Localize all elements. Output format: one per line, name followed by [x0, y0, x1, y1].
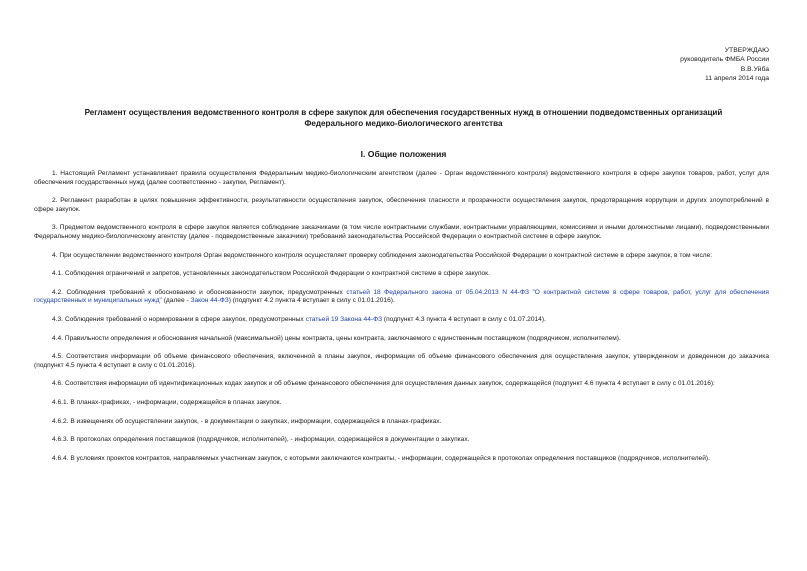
paragraph-4-6-1: 4.6.1. В планах-графиках, - информации, содержащейся в планах закупок. [52, 398, 282, 406]
paragraph-4-3 [34, 316, 769, 325]
paragraph-2: 2. Регламент разработан в целях повышения эффективности, результативности осуществления закупок, обеспечения гласности и прозрачности осуществления закупок, предотвращения коррупции и других злоупотреблений в сфере закупок. [34, 197, 769, 213]
paragraph-4-3-text-1: 4.3. Соблюдения требований о нормировании в сфере закупок, предусмотренных [52, 315, 306, 323]
paragraph-4-2-text-1: 4.2. Соблюдения требований к обоснованию и обоснованности закупок, предусмотренных [52, 288, 347, 296]
paragraph-4-5: 4.5. Соответствия информации об объеме финансового обеспечения, включенной в планы закупок, информации об объеме финансового обеспечения для осуществления закупок, утвержденном и доведенном до заказчика (подпункт 4.5 пункта 4 вступает в силу с 01.01.2016). [34, 353, 769, 369]
paragraph-3: 3. Предметом ведомственного контроля в сфере закупок является соблюдение заказчиками (в том числе контрактными службами, контрактными управляющими, комиссиями и иными должностными лицами), подведомственными Федеральному медико-биологическому агентству (далее - подведомственные заказчики) требований законодательства Российской Федерации о контрактной системе в сфере закупок. [34, 224, 769, 240]
law-44fz-article-18-link[interactable]: статьей 18 Федерального закона от 05.04.2013 N 44-ФЗ "О контрактной системе в сфере товаров, работ, услуг для обеспечения государственных и муниципальных нужд" [34, 288, 769, 305]
law-44fz-article-19-link[interactable]: статьей 19 Закона 44-ФЗ [305, 315, 383, 323]
law-44fz-link[interactable]: Закон 44-ФЗ [190, 297, 229, 305]
approval-name: В.В.Уйба [740, 65, 769, 73]
section-heading: I. Общие положения [360, 149, 447, 159]
document-title-line-2: Федерального медико-биологического агентства [304, 118, 503, 128]
paragraph-4-3-text-2: (подпункт 4.3 пункта 4 вступает в силу с 01.07.2014). [382, 315, 546, 323]
approval-date: 11 апреля 2014 года [705, 75, 769, 83]
paragraph-4-6-2: 4.6.2. В извещениях об осуществлении закупок, - в документации о закупках, информации, содержащейся в планах-графиках. [52, 417, 442, 425]
paragraph-4-2-text-2: (далее - [161, 297, 191, 305]
paragraph-4-2-text-3: ) (подпункт 4.2 пункта 4 вступает в силу с 01.01.2016). [228, 297, 395, 305]
paragraph-4: 4. При осуществлении ведомственного контроля Орган ведомственного контроля осуществляет проверку соблюдения законодательства Российской Федерации о контрактной системе в сфере закупок, в том числе: [52, 251, 713, 259]
paragraph-4-6: 4.6. Соответствия информации об идентификационных кодах закупок и об объеме финансового обеспечения для осуществления данных закупок, содержащейся (подпункт 4.6 пункта 4 вступает в силу с 01.01.2016): [52, 380, 715, 388]
approval-position: руководитель ФМБА России [680, 56, 769, 64]
paragraph-4-4: 4.4. Правильности определения и обоснования начальной (максимальной) цены контракта, цены контракта, заключаемого с единственным поставщиком (подрядчиком, исполнителем). [52, 334, 621, 342]
approval-title: УТВЕРЖДАЮ [724, 47, 769, 54]
document-body [34, 170, 769, 463]
paragraph-4-6-4: 4.6.4. В условиях проектов контрактов, направляемых участникам закупок, с которыми заключаются контракты, - информации, содержащейся в протоколах определения поставщиков (подрядчиков, исполнителей). [52, 454, 710, 462]
paragraph-4-1: 4.1. Соблюдения ограничений и запретов, установленных законодательством Российской Федерации о контрактной системе в сфере закупок. [52, 270, 490, 278]
approval-block [680, 46, 769, 84]
paragraph-1: 1. Настоящий Регламент устанавливает правила осуществления Федеральным медико-биологическим агентством (далее - Орган ведомственного контроля) ведомственного контроля в сфере закупок товаров, работ, услуг для обеспечения государственных нужд (далее соответственно - закупки, Регламент). [34, 170, 769, 186]
paragraph-4-6-3: 4.6.3. В протоколах определения поставщиков (подрядчиков, исполнителей), - информации, содержащейся в документации о закупках. [52, 436, 470, 444]
document-title-line-1: Регламент осуществления ведомственного контроля в сфере закупок для обеспечения государственных нужд в отношении подведомственных организаций [84, 108, 723, 117]
paragraph-4-2 [34, 289, 769, 306]
document-title [40, 108, 767, 129]
